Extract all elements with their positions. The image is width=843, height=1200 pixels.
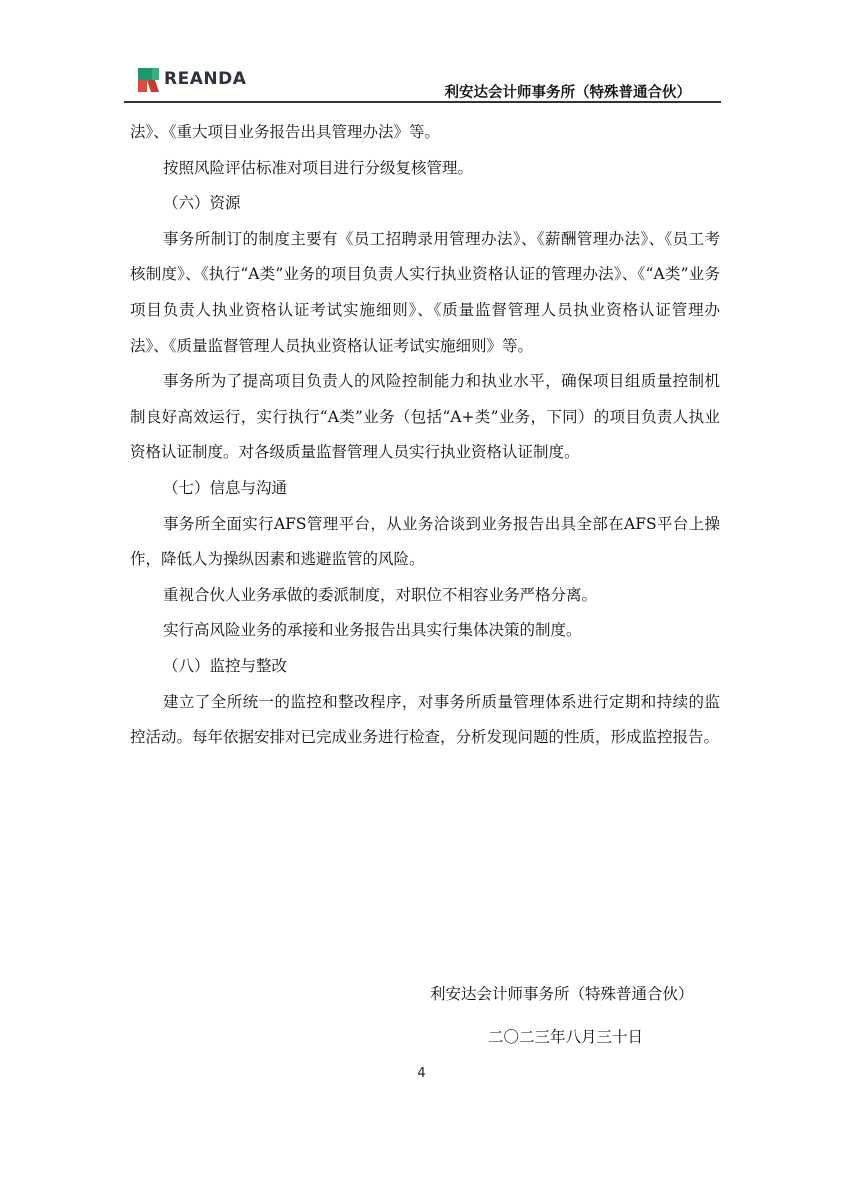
document-body: [130, 115, 720, 756]
page-header: [124, 62, 721, 102]
section-heading-monitoring: （八）监控与整改: [163, 656, 288, 675]
signature-firm: 利安达会计师事务所（特殊普通合伙）: [430, 985, 694, 1003]
paragraph-assignment: 重视合伙人业务承做的委派制度，对职位不相容业务严格分离。: [163, 585, 598, 604]
reanda-logo-icon: [138, 68, 160, 92]
page-number: 4: [417, 1066, 426, 1081]
paragraph-certification: 事务所为了提高项目负责人的风险控制能力和执业水平，确保项目组质量控制机制良好高效运行，实行执行“A类”业务（包括“A+类”业务，下同）的项目负责人执业资格认证制度。对各级质量监督管理人员实行执业资格认证制度。: [130, 372, 720, 462]
paragraph-monitoring: 建立了全所统一的监控和整改程序，对事务所质量管理体系进行定期和持续的监控活动。每年依据安排对已完成业务进行检查，分析发现问题的性质，形成监控报告。: [130, 692, 720, 747]
paragraph-risk-review: 按照风险评估标准对项目进行分级复核管理。: [163, 158, 474, 177]
paragraph-collective-decision: 实行高风险业务的承接和业务报告出具实行集体决策的制度。: [163, 621, 582, 640]
paragraph-continuation: 法》、《重大项目业务报告出具管理办法》等。: [130, 123, 441, 141]
section-heading-information: （七）信息与沟通: [163, 478, 288, 497]
header-divider: [124, 101, 721, 103]
signature-block: [430, 973, 694, 1059]
reanda-logo: [138, 68, 248, 92]
paragraph-resources-policies: 事务所制订的制度主要有《员工招聘录用管理办法》、《薪酬管理办法》、《员工考核制度》、《执行“A类”业务的项目负责人实行执业资格认证的管理办法》、《“A类”业务项目负责人执业资格认证考试实施细则》、《质量监督管理人员执业资格认证管理办法》、《质量监督管理人员执业资格认证考试实施细则》等。: [130, 229, 720, 355]
section-heading-resources: （六）资源: [163, 194, 241, 213]
signature-date: 二〇二三年八月三十日: [488, 1028, 644, 1046]
paragraph-afs-platform: 事务所全面实行AFS管理平台，从业务洽谈到业务报告出具全部在AFS平台上操作，降低人为操纵因素和逃避监管的风险。: [130, 514, 720, 569]
logo-text: REANDA: [164, 69, 247, 89]
header-firm-name: 利安达会计师事务所（特殊普通合伙）: [444, 85, 691, 101]
